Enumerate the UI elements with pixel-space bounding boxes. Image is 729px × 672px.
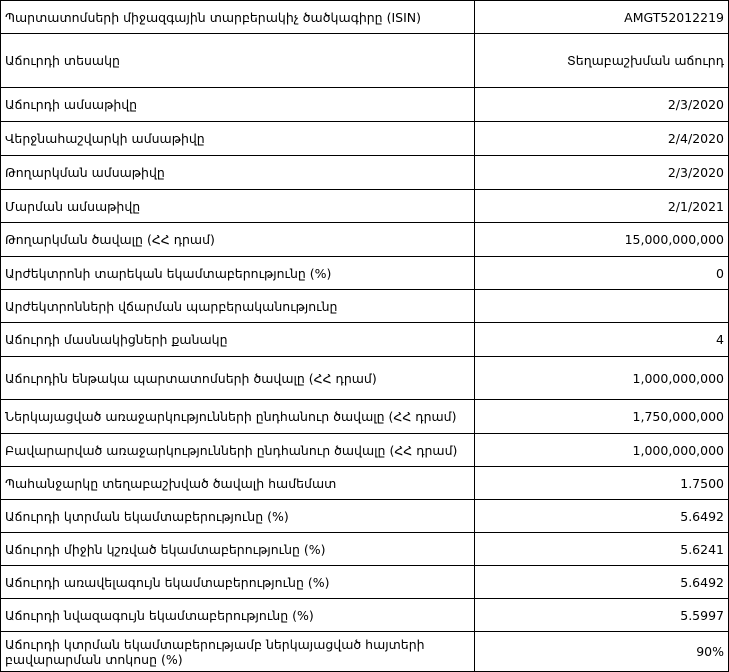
- table-row: [1, 122, 729, 156]
- row-value: 2/3/2020: [475, 88, 729, 122]
- table-row: [1, 1, 729, 34]
- row-value: 0: [475, 257, 729, 290]
- row-value: 2/4/2020: [475, 122, 729, 156]
- table-row: [1, 632, 729, 672]
- row-label: Բավարարված առաջարկությունների ընդհանուր ծավալը (ՀՀ դրամ): [1, 434, 475, 467]
- row-value: 5.6241: [475, 533, 729, 566]
- table-row: [1, 500, 729, 533]
- row-label: Արժեկտրոնների վճարման պարբերականությունը: [1, 290, 475, 323]
- row-label: Վերջնահաշվարկի ամսաթիվը: [1, 122, 475, 156]
- table-row: [1, 357, 729, 400]
- row-value: 4: [475, 323, 729, 357]
- row-value: 5.6492: [475, 500, 729, 533]
- table-row: [1, 467, 729, 500]
- table-row: [1, 257, 729, 290]
- row-label: Աճուրդի ամսաթիվը: [1, 88, 475, 122]
- row-value: 15,000,000,000: [475, 223, 729, 257]
- row-label: Աճուրդի կտրման եկամտաբերությունը (%): [1, 500, 475, 533]
- row-label: Պահանջարկը տեղաբաշխված ծավալի համեմատ: [1, 467, 475, 500]
- row-value: Տեղաբաշխման աճուրդ: [475, 34, 729, 88]
- table-row: [1, 88, 729, 122]
- table-row: [1, 434, 729, 467]
- row-value: [475, 290, 729, 323]
- table-row: [1, 323, 729, 357]
- row-value: 1.7500: [475, 467, 729, 500]
- table-row: [1, 400, 729, 434]
- row-label: Թողարկման ամսաթիվը: [1, 156, 475, 190]
- row-label: Արժեկտրոնի տարեկան եկամտաբերությունը (%): [1, 257, 475, 290]
- row-value: 90%: [475, 632, 729, 672]
- table-row: [1, 290, 729, 323]
- row-value: 2/3/2020: [475, 156, 729, 190]
- row-label: Աճուրդի տեսակը: [1, 34, 475, 88]
- row-label: Աճուրդի միջին կշռված եկամտաբերությունը (%): [1, 533, 475, 566]
- row-value: 1,000,000,000: [475, 434, 729, 467]
- row-value: 5.5997: [475, 599, 729, 632]
- row-label: Մարման ամսաթիվը: [1, 190, 475, 223]
- row-label: Թողարկման ծավալը (ՀՀ դրամ): [1, 223, 475, 257]
- row-label: Աճուրդի կտրման եկամտաբերությամբ ներկայացված հայտերի բավարարման տոկոսը (%): [1, 632, 475, 672]
- row-label: Աճուրդի մասնակիցների քանակը: [1, 323, 475, 357]
- table-row: [1, 566, 729, 599]
- table-row: [1, 34, 729, 88]
- table-row: [1, 190, 729, 223]
- table-row: [1, 156, 729, 190]
- row-label: Ներկայացված առաջարկությունների ընդհանուր ծավալը (ՀՀ դրամ): [1, 400, 475, 434]
- row-value: 2/1/2021: [475, 190, 729, 223]
- row-label: Աճուրդին ենթակա պարտատոմսերի ծավալը (ՀՀ դրամ): [1, 357, 475, 400]
- row-label: Աճուրդի նվազագույն եկամտաբերությունը (%): [1, 599, 475, 632]
- row-value: 5.6492: [475, 566, 729, 599]
- row-value: 1,000,000,000: [475, 357, 729, 400]
- row-label: Պարտատոմսերի միջազգային տարբերակիչ ծածկագիրը (ISIN): [1, 1, 475, 34]
- table-row: [1, 533, 729, 566]
- row-value: 1,750,000,000: [475, 400, 729, 434]
- row-value: AMGT52012219: [475, 1, 729, 34]
- table-row: [1, 223, 729, 257]
- table-row: [1, 599, 729, 632]
- row-label: Աճուրդի առավելագույն եկամտաբերությունը (%): [1, 566, 475, 599]
